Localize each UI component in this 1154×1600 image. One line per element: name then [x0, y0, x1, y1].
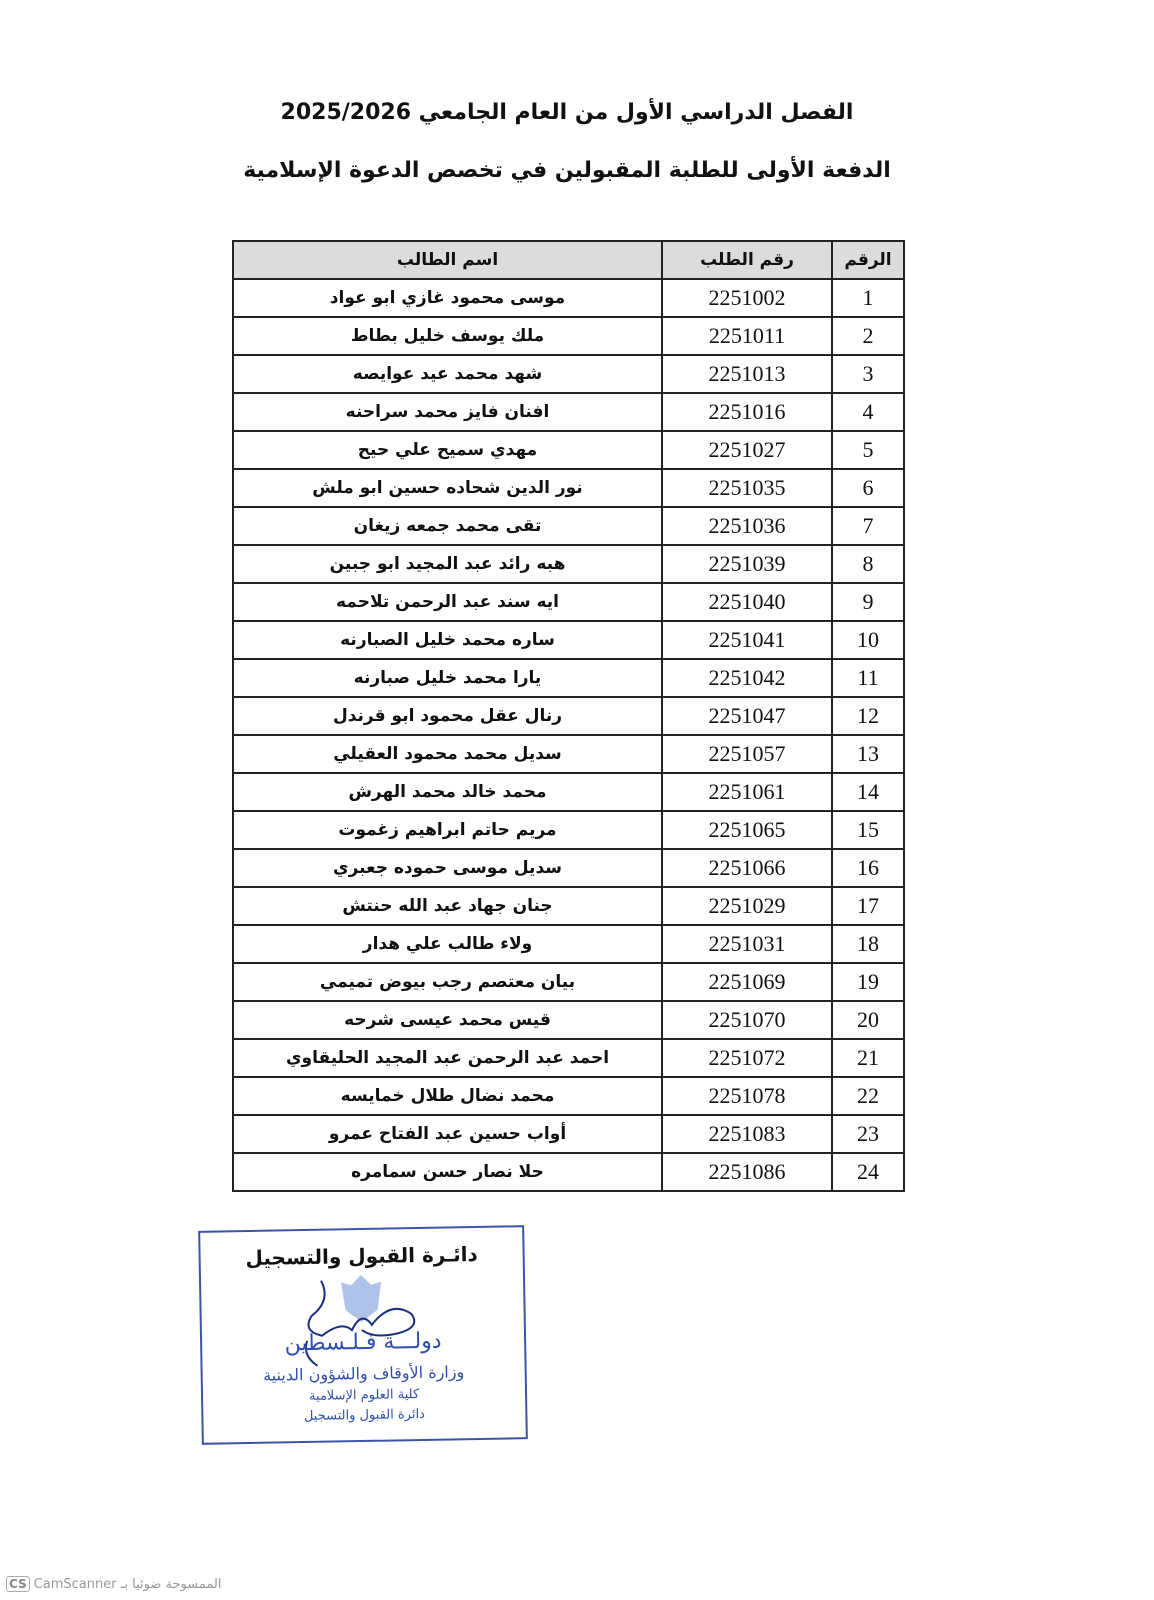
- table-row: [233, 735, 904, 773]
- table-row: [233, 279, 904, 317]
- row-number: 5: [832, 431, 904, 469]
- scanner-watermark: [6, 1576, 221, 1592]
- application-number: 2251083: [662, 1115, 832, 1153]
- row-number: 14: [832, 773, 904, 811]
- table-row: [233, 317, 904, 355]
- table-row: [233, 1039, 904, 1077]
- application-number: 2251070: [662, 1001, 832, 1039]
- table-row: [233, 697, 904, 735]
- row-number: 6: [832, 469, 904, 507]
- student-name: قيس محمد عيسى شرحه: [233, 1001, 662, 1039]
- stamp-state: دولـــة فـلـسطين: [284, 1328, 442, 1357]
- table-row: [233, 1077, 904, 1115]
- application-number: 2251047: [662, 697, 832, 735]
- official-stamp: [198, 1225, 528, 1445]
- application-number: 2251057: [662, 735, 832, 773]
- row-number: 18: [832, 925, 904, 963]
- application-number: 2251069: [662, 963, 832, 1001]
- stamp-college: كلية العلوم الإسلامية: [308, 1387, 420, 1404]
- table-row: [233, 1153, 904, 1191]
- camscanner-logo-icon: CS: [6, 1576, 30, 1592]
- application-number: 2251086: [662, 1153, 832, 1191]
- table-row: [233, 925, 904, 963]
- student-name: مريم حاتم ابراهيم زغموت: [233, 811, 662, 849]
- student-name: تقى محمد جمعه زيغان: [233, 507, 662, 545]
- student-name: ولاء طالب علي هدار: [233, 925, 662, 963]
- application-number: 2251016: [662, 393, 832, 431]
- camscanner-name: CamScanner: [33, 1576, 117, 1592]
- application-number: 2251066: [662, 849, 832, 887]
- student-name: نور الدين شحاده حسين ابو ملش: [233, 469, 662, 507]
- table-row: [233, 659, 904, 697]
- student-name: أواب حسين عبد الفتاح عمرو: [233, 1115, 662, 1153]
- student-name: جنان جهاد عبد الله حنتش: [233, 887, 662, 925]
- student-name: احمد عبد الرحمن عبد المجيد الحليقاوي: [233, 1039, 662, 1077]
- application-number: 2251042: [662, 659, 832, 697]
- application-number: 2251065: [662, 811, 832, 849]
- table-row: [233, 963, 904, 1001]
- stamp-department: دائـرة القبول والتسجيل: [245, 1241, 478, 1271]
- column-header-application: رقم الطلب: [662, 241, 832, 279]
- application-number: 2251061: [662, 773, 832, 811]
- table-row: [233, 887, 904, 925]
- student-name: ايه سند عبد الرحمن تلاحمه: [233, 583, 662, 621]
- table-header-row: [233, 241, 904, 279]
- row-number: 20: [832, 1001, 904, 1039]
- application-number: 2251029: [662, 887, 832, 925]
- application-number: 2251031: [662, 925, 832, 963]
- student-name: ساره محمد خليل الصبارنه: [233, 621, 662, 659]
- table-row: [233, 355, 904, 393]
- row-number: 1: [832, 279, 904, 317]
- row-number: 7: [832, 507, 904, 545]
- row-number: 19: [832, 963, 904, 1001]
- table-row: [233, 393, 904, 431]
- student-name: حلا نصار حسن سمامره: [233, 1153, 662, 1191]
- application-number: 2251011: [662, 317, 832, 355]
- student-name: ملك يوسف خليل بطاط: [233, 317, 662, 355]
- application-number: 2251039: [662, 545, 832, 583]
- table-row: [233, 811, 904, 849]
- table-row: [233, 621, 904, 659]
- student-name: هبه رائد عبد المجيد ابو جبين: [233, 545, 662, 583]
- application-number: 2251041: [662, 621, 832, 659]
- row-number: 16: [832, 849, 904, 887]
- document-subtitle: الدفعة الأولى للطلبة المقبولين في تخصص الدعوة الإسلامية: [243, 158, 891, 183]
- row-number: 4: [832, 393, 904, 431]
- document-title: الفصل الدراسي الأول من العام الجامعي 2025/2026: [280, 100, 854, 125]
- application-number: 2251013: [662, 355, 832, 393]
- row-number: 9: [832, 583, 904, 621]
- row-number: 22: [832, 1077, 904, 1115]
- student-name: شهد محمد عيد عوايصه: [233, 355, 662, 393]
- application-number: 2251072: [662, 1039, 832, 1077]
- row-number: 24: [832, 1153, 904, 1191]
- table-row: [233, 507, 904, 545]
- column-header-number: الرقم: [832, 241, 904, 279]
- table-row: [233, 583, 904, 621]
- row-number: 13: [832, 735, 904, 773]
- student-name: مهدي سميح علي حيح: [233, 431, 662, 469]
- row-number: 17: [832, 887, 904, 925]
- scanned-with-label: الممسوحة ضوئيا بـ: [120, 1576, 222, 1592]
- column-header-name: اسم الطالب: [233, 241, 662, 279]
- table-row: [233, 1001, 904, 1039]
- students-table: [232, 240, 905, 1192]
- row-number: 8: [832, 545, 904, 583]
- table-row: [233, 545, 904, 583]
- row-number: 3: [832, 355, 904, 393]
- row-number: 23: [832, 1115, 904, 1153]
- student-name: بيان معتصم رجب بيوض تميمي: [233, 963, 662, 1001]
- application-number: 2251040: [662, 583, 832, 621]
- student-name: محمد خالد محمد الهرش: [233, 773, 662, 811]
- row-number: 2: [832, 317, 904, 355]
- application-number: 2251035: [662, 469, 832, 507]
- student-name: موسى محمود غازي ابو عواد: [233, 279, 662, 317]
- student-name: رنال عقل محمود ابو قرندل: [233, 697, 662, 735]
- student-name: سديل موسى حموده جعبري: [233, 849, 662, 887]
- student-name: سديل محمد محمود العقيلي: [233, 735, 662, 773]
- stamp-ministry: وزارة الأوقاف والشؤون الدينية: [262, 1362, 465, 1385]
- row-number: 10: [832, 621, 904, 659]
- stamp-office: دائرة القبول والتسجيل: [303, 1406, 426, 1425]
- student-name: افنان فايز محمد سراحنه: [233, 393, 662, 431]
- table-row: [233, 773, 904, 811]
- row-number: 21: [832, 1039, 904, 1077]
- application-number: 2251036: [662, 507, 832, 545]
- application-number: 2251027: [662, 431, 832, 469]
- row-number: 11: [832, 659, 904, 697]
- table-row: [233, 469, 904, 507]
- table-row: [233, 849, 904, 887]
- row-number: 12: [832, 697, 904, 735]
- student-name: محمد نضال طلال خمايسه: [233, 1077, 662, 1115]
- table-row: [233, 431, 904, 469]
- application-number: 2251002: [662, 279, 832, 317]
- table-row: [233, 1115, 904, 1153]
- student-name: يارا محمد خليل صبارنه: [233, 659, 662, 697]
- application-number: 2251078: [662, 1077, 832, 1115]
- row-number: 15: [832, 811, 904, 849]
